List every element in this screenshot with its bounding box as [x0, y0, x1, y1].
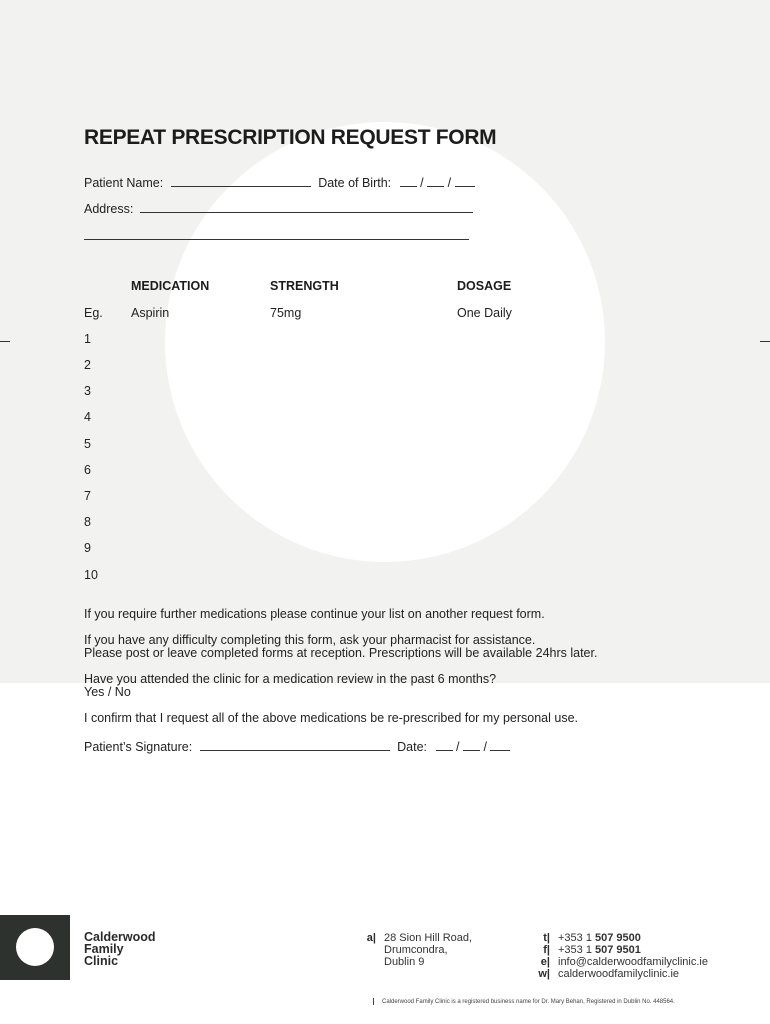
- contact-prefixes: [532, 932, 550, 980]
- web-prefix: w|: [538, 968, 550, 980]
- registration-note: [373, 998, 675, 1005]
- address-line: Dublin 9: [384, 956, 425, 968]
- patient-details-row: [84, 174, 475, 190]
- row-number: 7: [84, 489, 91, 503]
- medication-header: MEDICATION: [131, 279, 210, 293]
- clinic-contacts: [558, 932, 708, 980]
- post-note: Please post or leave completed forms at reception. Prescriptions will be available 24hrs later.: [84, 646, 598, 660]
- clinic-name-line: Calderwood: [84, 930, 156, 944]
- date-day-field[interactable]: [436, 738, 453, 751]
- row-number: 10: [84, 568, 98, 582]
- patient-name-field[interactable]: [171, 174, 311, 187]
- date-year-field[interactable]: [490, 738, 510, 751]
- clinic-name: [84, 931, 156, 967]
- dob-separator: /: [420, 176, 424, 190]
- dob-label: Date of Birth:: [318, 176, 392, 190]
- example-label: Eg.: [84, 306, 103, 320]
- registration-text: Calderwood Family Clinic is a registered business name for Dr. Mary Behan, Registered in Dublin No. 448564.: [382, 999, 675, 1006]
- phone-prefix: t|: [543, 932, 550, 944]
- signature-field[interactable]: [200, 738, 390, 751]
- phone-number[interactable]: [558, 932, 708, 944]
- further-medications-note: If you require further medications please continue your list on another request form.: [84, 607, 545, 621]
- date-month-field[interactable]: [463, 738, 480, 751]
- fax-prefix-digits: +353 1: [558, 944, 592, 956]
- address-prefix: a|: [366, 932, 376, 944]
- form-title: REPEAT PRESCRIPTION REQUEST FORM: [84, 126, 497, 149]
- signature-row: [84, 738, 510, 754]
- address-line: Drumcondra,: [384, 944, 448, 956]
- row-number: 9: [84, 541, 91, 555]
- row-number: 5: [84, 437, 91, 451]
- crop-mark-right: [760, 341, 770, 342]
- date-separator: /: [483, 740, 487, 754]
- address-field-line1[interactable]: [140, 200, 473, 213]
- confirmation-statement: I confirm that I request all of the above medications be re-prescribed for my personal use.: [84, 711, 578, 725]
- address-field-line2[interactable]: [84, 239, 469, 240]
- row-number: 8: [84, 515, 91, 529]
- email-prefix: e|: [540, 956, 550, 968]
- example-dosage: One Daily: [457, 306, 512, 320]
- divider: [373, 998, 374, 1005]
- website-link[interactable]: calderwoodfamilyclinic.ie: [558, 968, 680, 980]
- dosage-header: DOSAGE: [457, 279, 512, 293]
- strength-header: STRENGTH: [270, 279, 339, 293]
- example-strength: 75mg: [270, 306, 302, 320]
- fax-prefix: f|: [543, 944, 550, 956]
- date-separator: /: [456, 740, 460, 754]
- row-number: 1: [84, 332, 91, 346]
- review-question: Have you attended the clinic for a medication review in the past 6 months?: [84, 672, 497, 686]
- example-medication: Aspirin: [131, 306, 170, 320]
- crop-mark-left: [0, 341, 10, 342]
- row-number: 4: [84, 410, 91, 424]
- dob-year-field[interactable]: [455, 174, 475, 187]
- row-number: 6: [84, 463, 91, 477]
- address-label: Address:: [84, 202, 134, 216]
- difficulty-note: If you have any difficulty completing this form, ask your pharmacist for assistance.: [84, 633, 536, 647]
- fax-main-digits: 507 9501: [595, 944, 641, 956]
- phone-prefix-digits: +353 1: [558, 932, 592, 944]
- logo-circle-icon: [16, 928, 54, 966]
- clinic-logo: [0, 915, 70, 980]
- signature-label: Patient’s Signature:: [84, 740, 193, 754]
- email-link[interactable]: info@calderwoodfamilyclinic.ie: [558, 956, 708, 968]
- dob-day-field[interactable]: [400, 174, 417, 187]
- phone-main-digits: 507 9500: [595, 932, 641, 944]
- clinic-name-line: Clinic: [84, 954, 119, 968]
- clinic-address: [384, 932, 472, 968]
- row-number: 2: [84, 358, 91, 372]
- date-label: Date:: [397, 740, 428, 754]
- row-number: 3: [84, 384, 91, 398]
- fax-number: [558, 944, 708, 956]
- patient-name-label: Patient Name:: [84, 176, 164, 190]
- address-row: [84, 200, 473, 216]
- dob-separator: /: [447, 176, 452, 190]
- clinic-name-line: Family: [84, 942, 124, 956]
- dob-month-field[interactable]: [427, 174, 444, 187]
- address-line: 28 Sion Hill Road,: [384, 932, 473, 944]
- review-answer[interactable]: Yes / No: [84, 685, 131, 699]
